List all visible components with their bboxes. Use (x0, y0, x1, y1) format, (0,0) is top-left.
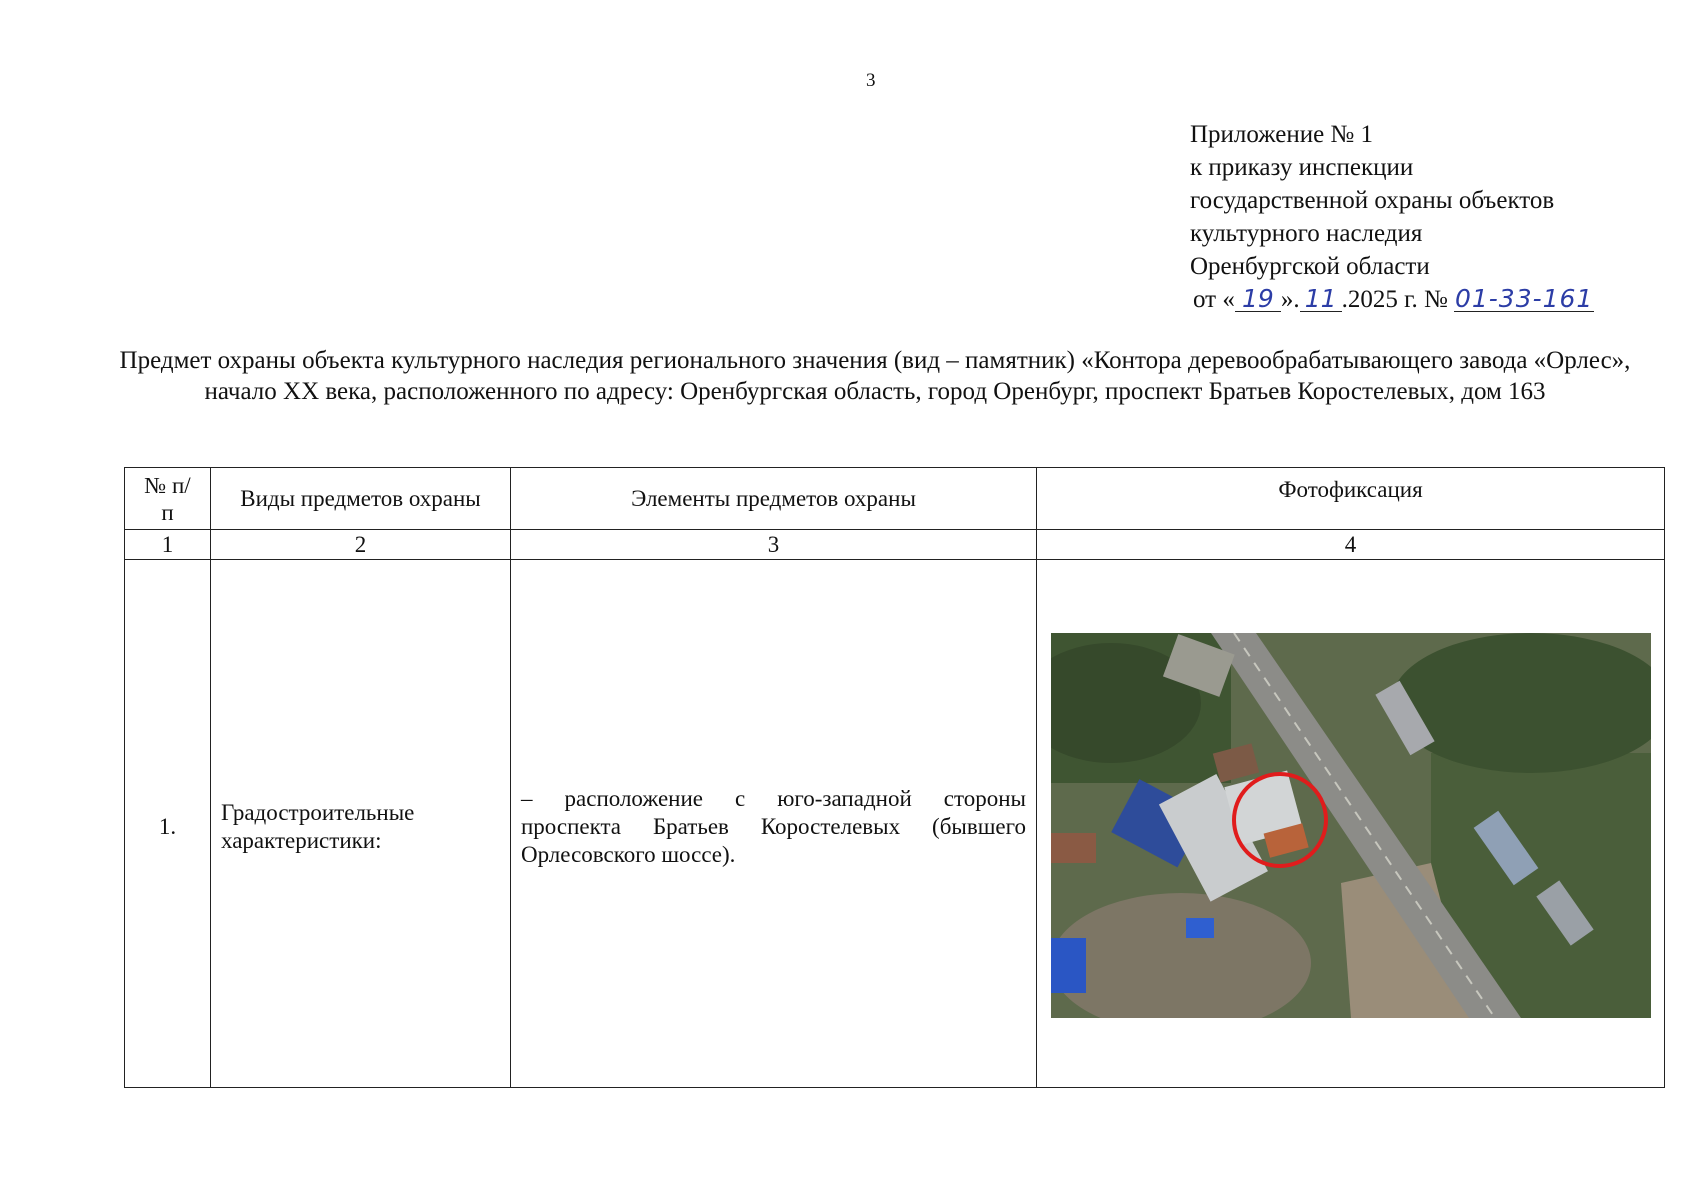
order-month-handwritten: 11 (1300, 286, 1342, 312)
column-number: 2 (211, 530, 511, 560)
page-number: 3 (866, 70, 876, 91)
appendix-line: к приказу инспекции (1190, 154, 1414, 181)
appendix-line: культурного наследия (1190, 220, 1423, 247)
appendix-block (1190, 118, 1594, 316)
satellite-photo (1051, 633, 1651, 1018)
column-number: 1 (125, 530, 211, 560)
header-number: № п/п (125, 468, 211, 530)
order-number-handwritten: 01-33-161 (1454, 284, 1594, 313)
appendix-line: Оренбургской области (1190, 253, 1430, 280)
appendix-line: Приложение № 1 (1190, 121, 1374, 148)
order-year: .2025 г. № (1341, 286, 1455, 313)
protection-type: Градостроительные характеристики: (211, 560, 511, 1088)
order-date-line (1193, 283, 1594, 316)
protection-table (124, 467, 1665, 1088)
table-row (125, 560, 1665, 1088)
appendix-line: государственной охраны объектов (1190, 187, 1555, 214)
protection-elements: – расположение с юго-западной стороны проспекта Братьев Коростелевых (бывшего Орлесовского шоссе). (511, 560, 1037, 1088)
order-mid: ». (1280, 286, 1300, 313)
photo-cell (1037, 560, 1665, 1088)
row-number: 1. (125, 560, 211, 1088)
column-number: 3 (511, 530, 1037, 560)
column-number: 4 (1037, 530, 1665, 560)
header-types: Виды предметов охраны (211, 468, 511, 530)
column-number-row (125, 530, 1665, 560)
order-day-handwritten: 19 (1235, 286, 1281, 312)
document-title: Предмет охраны объекта культурного наследия регионального значения (вид – памятник) «Контора деревообрабатывающего завода «Орлес», начало XX века, расположенного по адресу: Оренбургская область, город Оренбург, проспект Братьев Коростелевых, дом 163 (119, 347, 1631, 405)
header-photo: Фотофиксация (1037, 468, 1665, 530)
table-header-row (125, 468, 1665, 530)
header-elements: Элементы предметов охраны (511, 468, 1037, 530)
order-prefix: от « (1193, 286, 1235, 313)
